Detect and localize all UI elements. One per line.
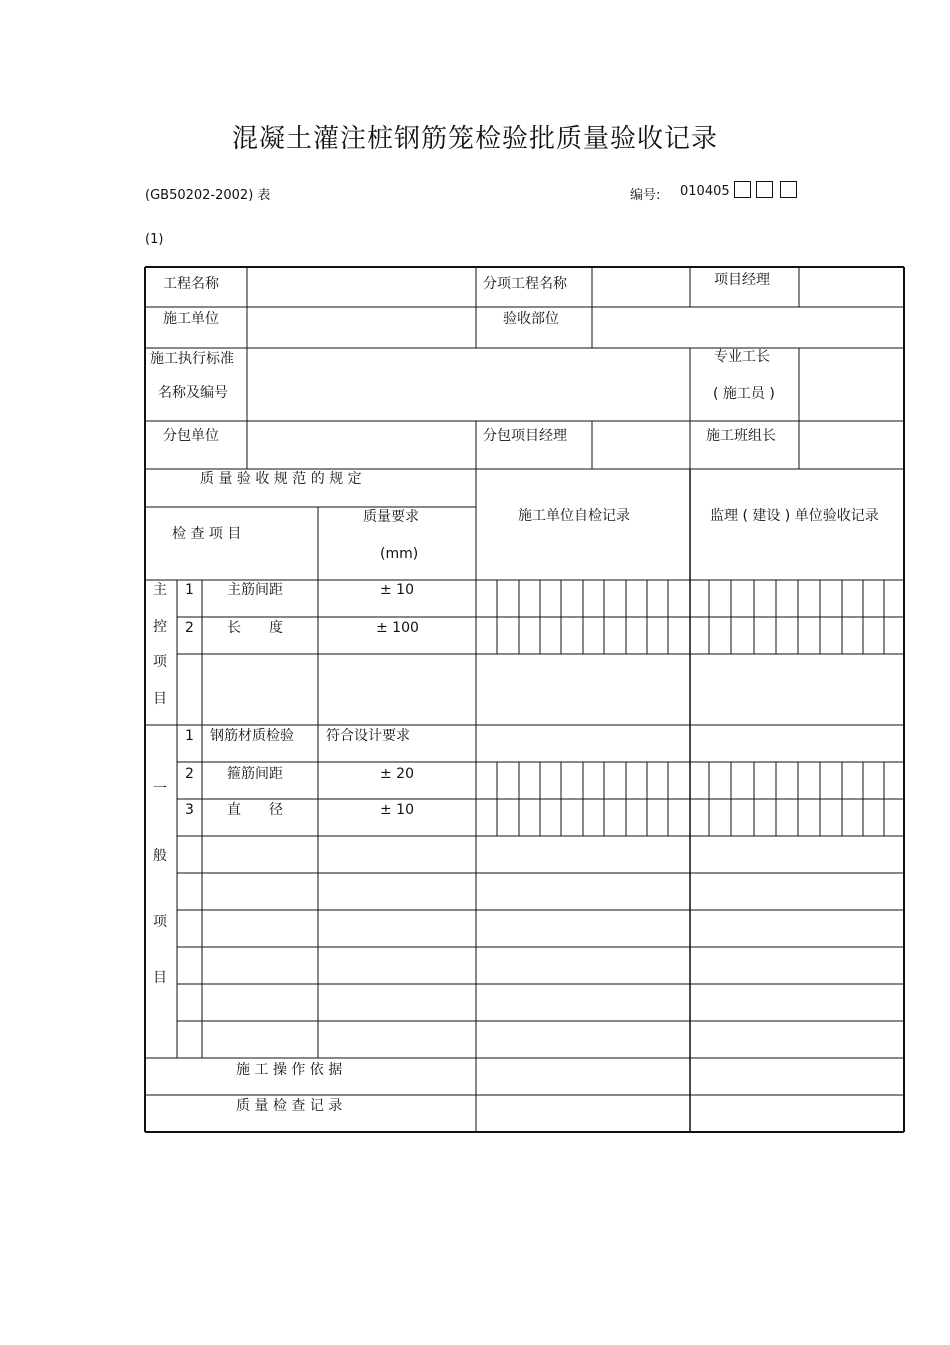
general-item-req: 符合设计要求 [326, 728, 410, 744]
standard-code: (GB50202-2002) 表 [145, 188, 271, 203]
self-check-heading: 施工单位自检记录 [518, 508, 630, 524]
general-item-no: 2 [185, 766, 194, 782]
main-control-char-3: 项 [153, 654, 167, 670]
quality-req-heading-1: 质量要求 [363, 509, 419, 525]
label-standard-2: 名称及编号 [158, 385, 228, 401]
page-title: 混凝土灌注桩钢筋笼检验批质量验收记录 [231, 124, 718, 154]
number-label: 编号: [630, 188, 661, 203]
main-item-no: 1 [185, 582, 194, 598]
spec-heading: 质 量 验 收 规 范 的 规 定 [200, 471, 362, 487]
label-project-name: 工程名称 [163, 276, 219, 292]
quality-req-heading-2: (mm) [380, 546, 419, 562]
check-items-heading: 检 查 项 目 [172, 526, 242, 542]
operation-basis-label: 施 工 操 作 依 据 [236, 1062, 343, 1078]
main-item-name: 长 度 [227, 620, 283, 636]
label-subcontract-unit: 分包单位 [163, 428, 219, 444]
general-char-4: 目 [153, 970, 167, 986]
general-item-name: 箍筋间距 [227, 766, 283, 782]
main-item-req: ± 10 [380, 582, 414, 598]
label-team-leader: 施工班组长 [706, 428, 776, 444]
general-item-no: 1 [185, 728, 194, 744]
general-char-3: 项 [153, 914, 167, 930]
main-control-char-1: 主 [153, 582, 167, 598]
label-subcontract-manager: 分包项目经理 [483, 428, 567, 444]
quality-record-label: 质 量 检 查 记 录 [236, 1098, 343, 1114]
label-foreman-2: ( 施工员 ) [713, 386, 775, 402]
general-item-name: 钢筋材质检验 [210, 728, 294, 744]
label-project-manager: 项目经理 [714, 272, 770, 288]
label-standard-1: 施工执行标准 [150, 351, 234, 367]
supervision-heading: 监理 ( 建设 ) 单位验收记录 [710, 508, 879, 524]
main-item-req: ± 100 [376, 620, 419, 636]
general-char-1: 一 [153, 781, 167, 797]
main-item-name: 主筋间距 [227, 582, 283, 598]
label-acceptance-part: 验收部位 [503, 311, 559, 327]
main-item-no: 2 [185, 620, 194, 636]
label-construction-unit: 施工单位 [163, 311, 219, 327]
number-value: 010405 [680, 184, 730, 199]
sheet-number: (1) [145, 232, 164, 247]
general-item-no: 3 [185, 802, 194, 818]
general-char-2: 般 [153, 848, 167, 864]
label-sub-project-name: 分项工程名称 [483, 276, 567, 292]
label-foreman-1: 专业工长 [714, 349, 770, 365]
main-control-char-2: 控 [153, 619, 167, 635]
general-item-req: ± 20 [380, 766, 414, 782]
main-control-char-4: 目 [153, 691, 167, 707]
general-item-name: 直 径 [227, 802, 283, 818]
general-item-req: ± 10 [380, 802, 414, 818]
